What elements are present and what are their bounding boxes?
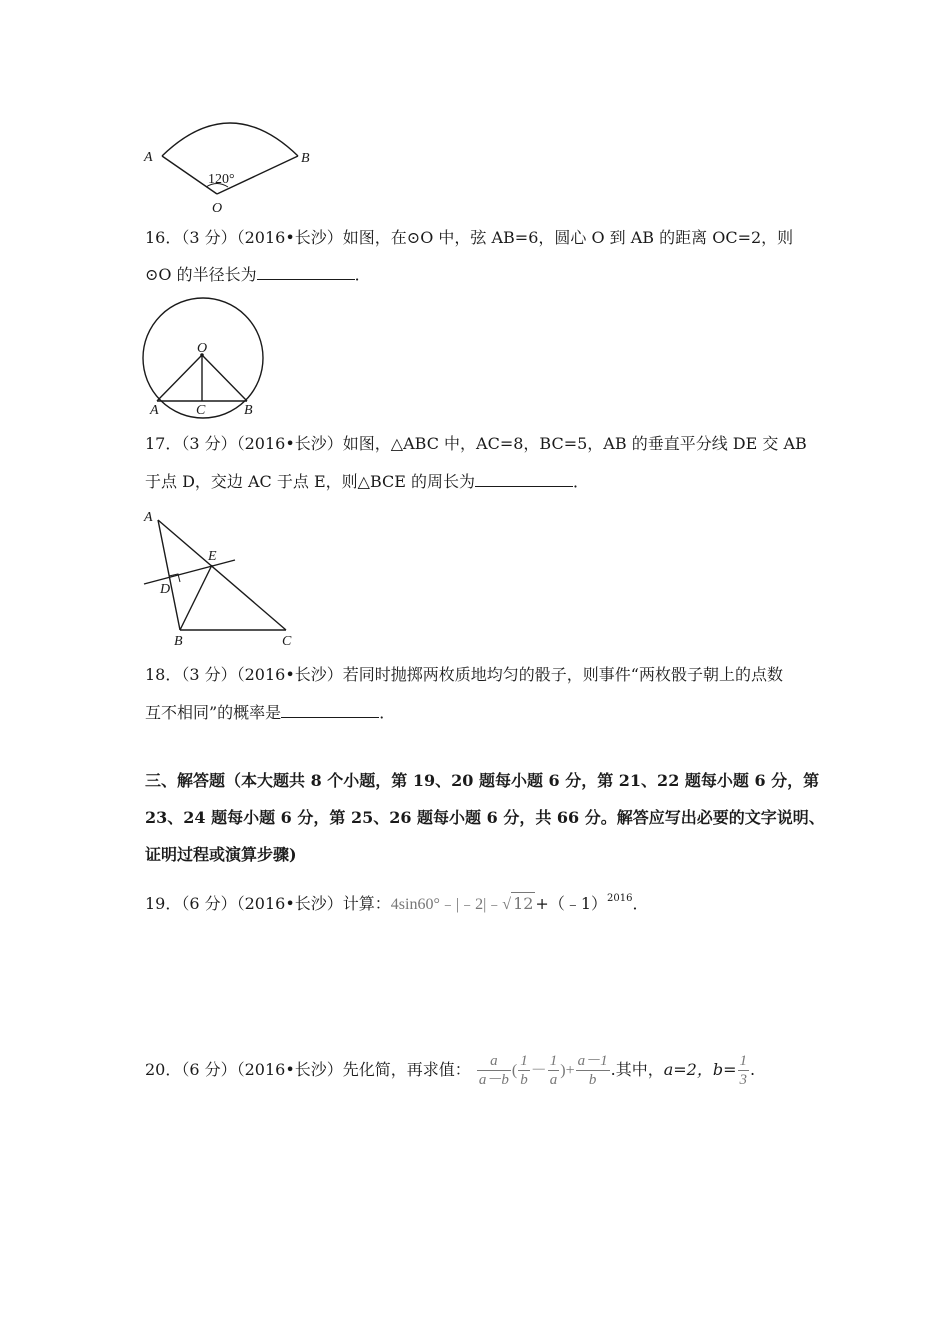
q16-prompt: ⊙O 的半径长为 [145, 265, 257, 284]
label-b: B [174, 634, 183, 649]
sector-diagram [140, 110, 330, 220]
q17-period: ． [573, 472, 590, 491]
q18-prompt: 互不相同”的概率是 [145, 703, 282, 722]
q20-open-paren: ( [511, 1062, 518, 1079]
q20-b-label: b= [712, 1060, 737, 1079]
q17-answer-blank[interactable] [475, 470, 573, 487]
figure-triangle [140, 504, 305, 650]
q17-line1: 17．（3 分）（2016•长沙）如图，△ABC 中，AC=8，BC=5，AB 的垂直平分线 DE 交 AB [145, 434, 807, 453]
q17-line2 [145, 470, 589, 493]
segment-ob [202, 355, 247, 401]
q16-period: ． [354, 265, 371, 284]
label-c: C [282, 634, 292, 649]
q20-fraction-4: $\frac{a-1}{b}$ [577, 1053, 608, 1088]
label-o: O [197, 341, 208, 356]
label-b: B [301, 151, 310, 166]
circle-diagram [140, 297, 270, 419]
sector-arc [162, 123, 298, 156]
label-b: B [244, 403, 253, 418]
q19-sqrt-value: 12 [513, 894, 534, 913]
segment-oa [157, 355, 202, 401]
q20-minus: － [530, 1062, 547, 1079]
q20-close-paren: )+ [560, 1062, 575, 1079]
figure-circle [140, 297, 270, 419]
label-e: E [208, 549, 217, 564]
q20-a-value: a=2， [663, 1060, 713, 1079]
q19-expr-end: ． [632, 894, 649, 913]
label-o: O [212, 201, 223, 216]
q16-answer-blank[interactable] [257, 263, 355, 280]
label-a: A [150, 403, 159, 418]
triangle-diagram [140, 504, 305, 650]
q19-line [145, 892, 648, 918]
label-angle: 120° [208, 172, 235, 187]
q20-fraction-2: $\frac{1}{b}$ [520, 1053, 528, 1088]
q18-line2 [145, 701, 395, 724]
section3-line3: 证明过程或演算步骤) [145, 845, 297, 864]
segment-be [180, 565, 212, 630]
label-c: C [196, 403, 206, 418]
q20-fraction-1: $\frac{a}{a-b}$ [478, 1053, 509, 1088]
q18-line1: 18．（3 分）（2016•长沙）若同时抛掷两枚质地均匀的骰子，则事件“两枚骰子朝上的点数 [145, 665, 783, 684]
perpendicular-bisector-de [144, 560, 235, 584]
q19-prefix: 19．（6 分）（2016•长沙）计算： [145, 894, 391, 913]
q20-fraction-b: $\frac{1}{3}$ [739, 1053, 748, 1088]
circle-o [143, 298, 263, 418]
sqrt-symbol: √ [502, 896, 512, 913]
q16-line2 [145, 263, 371, 286]
q20-mid-text: .其中， [610, 1060, 664, 1079]
q19-exponent: 2016 [607, 893, 633, 904]
q16-line1: 16．（3 分）（2016•长沙）如图，在⊙O 中，弦 AB=6，圆心 O 到 AB 的距离 OC=2，则 [145, 228, 794, 247]
q19-expr-start: 4sin60°﹣|﹣2|﹣ [390, 896, 503, 913]
section3-line1: 三、解答题（本大题共 8 个小题，第 19、20 题每小题 6 分，第 21、22 题每小题 6 分，第 [145, 771, 820, 790]
q20-prefix: 20．（6 分）（2016•长沙）先化简，再求值： [145, 1060, 471, 1079]
section3-line2: 23、24 题每小题 6 分，第 25、26 题每小题 6 分，共 66 分。解答应写出必要的文字说明、 [145, 808, 825, 827]
figure-sector [140, 110, 330, 220]
q20-end: . [750, 1060, 756, 1079]
label-d: D [160, 582, 171, 597]
q20-fraction-3: $\frac{1}{a}$ [549, 1053, 558, 1088]
q18-period: ． [379, 703, 396, 722]
q20-line [145, 1050, 755, 1090]
label-a: A [144, 510, 153, 525]
q19-expr-mid: +（﹣1） [535, 894, 608, 913]
q18-answer-blank[interactable] [281, 701, 379, 718]
label-a: A [144, 150, 153, 165]
q17-prompt: 于点 D，交边 AC 于点 E，则△BCE 的周长为 [145, 472, 476, 491]
